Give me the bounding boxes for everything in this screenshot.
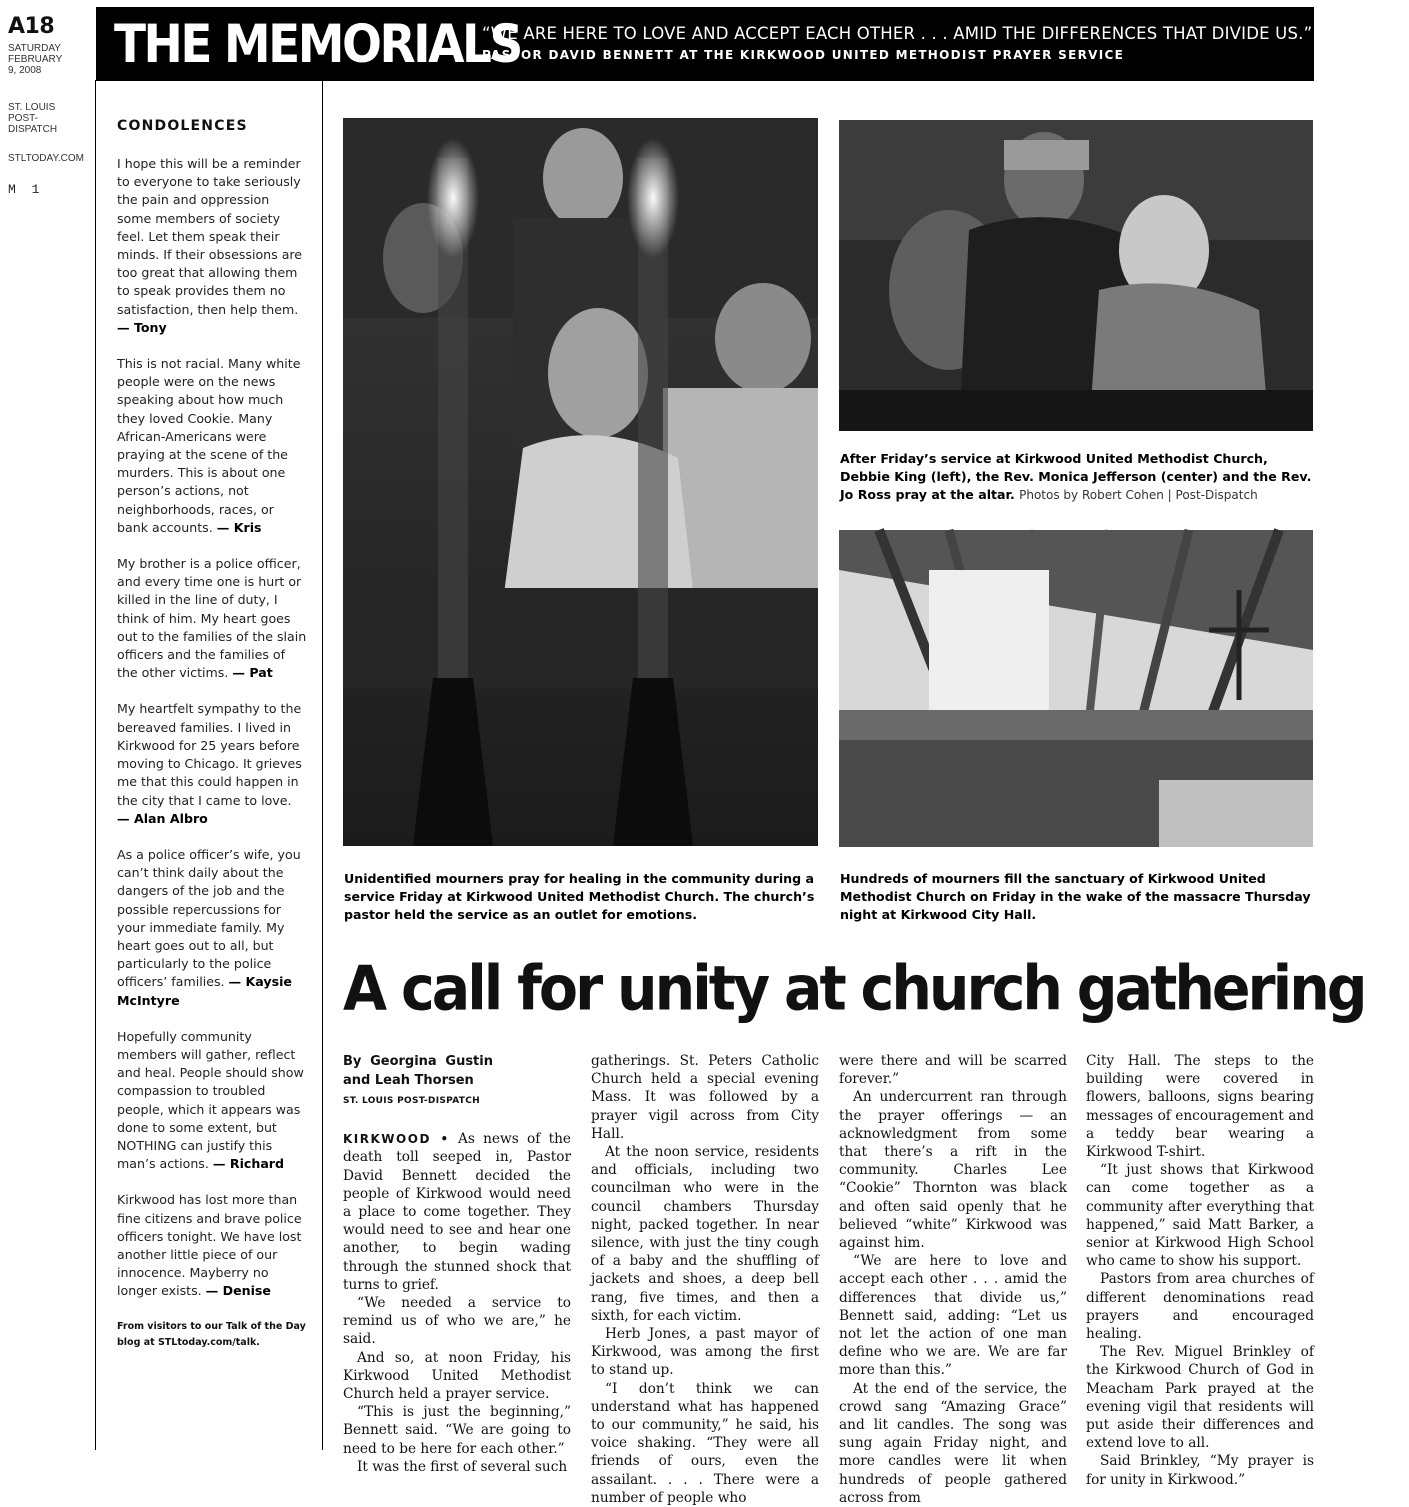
- photo-mourners-praying: [343, 118, 818, 846]
- photo-sanctuary: [839, 530, 1313, 847]
- article-paragraph: At the end of the service, the crowd sang “Amazing Grace” and lit candles. The song was sung again Friday night, and more candles were lit when hundreds of people gathered across from: [839, 1380, 1067, 1506]
- banner-attribution: PASTOR DAVID BENNETT AT THE KIRKWOOD UNITED METHODIST PRAYER SERVICE: [482, 47, 1125, 62]
- lead-text: As news of the death toll seeped in, Pastor David Bennett decided the people of Kirkwood would need a place to come together. They would need to see and hear one another, to begin wading through the stunned shock that turns to grief.: [343, 1131, 572, 1293]
- article-headline: A call for unity at church gathering: [343, 953, 1365, 1025]
- banner-quote-block: [480, 24, 1314, 65]
- lead-paragraph: [343, 1130, 571, 1294]
- photo-credit: Photos by Robert Cohen | Post-Dispatch: [1019, 488, 1258, 503]
- article-paragraph: It was the first of several such: [357, 1458, 568, 1475]
- article-byline: By Georgina Gustin and Leah Thorsen: [343, 1054, 493, 1088]
- folio-date: FEBRUARY 9, 2008: [8, 54, 63, 76]
- article-column-3: [839, 1052, 1067, 1507]
- condolences-list: [117, 155, 307, 1301]
- article-paragraph: City Hall. The steps to the building were covered in flowers, balloons, signs bearing messages of encouragement and a teddy bear wearing a Kirkwood T-shirt.: [1086, 1053, 1314, 1161]
- condolence-entry: [117, 355, 307, 537]
- folio-edition: M 1: [8, 182, 44, 197]
- condolence-signature: — Denise: [205, 1283, 271, 1299]
- page-folio: [8, 14, 90, 197]
- article-paragraph: were there and will be scarred forever.”: [839, 1053, 1067, 1088]
- article-column-4: [1086, 1052, 1314, 1489]
- article-paragraph: “It just shows that Kirkwood can come together as a community after everything that happened,” said Matt Barker, a senior at Kirkwood High School who came to show his support.: [1086, 1162, 1314, 1270]
- article-dateline: KIRKWOOD •: [343, 1132, 450, 1147]
- article-paragraph: “This is just the beginning,” Bennett said. “We are going to need to be here for each other.”: [343, 1404, 571, 1457]
- condolence-entry: [117, 555, 307, 682]
- condolence-signature: — Alan Albro: [117, 810, 208, 826]
- rule-left: [95, 80, 96, 1450]
- section-title: THE MEMORIALS: [114, 13, 521, 75]
- article-column-1: [343, 1052, 571, 1476]
- article-paragraph: Herb Jones, a past mayor of Kirkwood, was among the first to stand up.: [591, 1326, 819, 1379]
- article-paragraph: The Rev. Miguel Brinkley of the Kirkwood Church of God in Meacham Park prayed at the evening vigil that residents will put aside their differences and extend love to all.: [1086, 1344, 1314, 1452]
- article-column-2: [591, 1052, 819, 1507]
- article-paragraph: And so, at noon Friday, his Kirkwood United Methodist Church held a prayer service.: [343, 1349, 571, 1403]
- condolence-entry: [117, 155, 307, 337]
- page-number: A18: [8, 14, 55, 39]
- banner-quote: “WE ARE HERE TO LOVE AND ACCEPT EACH OTHER . . . AMID THE DIFFERENCES THAT DIVIDE US.”: [482, 23, 1313, 43]
- article-paragraph: At the noon service, residents and officials, including two councilman who were in the council chambers Thursday night, packed together. In near silence, with just the tiny cough of a baby and the shuffling of jackets and shoes, a deep bell rang, five times, and then a sixth, for each victim.: [591, 1144, 819, 1324]
- article-paragraph: gatherings. St. Peters Catholic Church held a special evening Mass. It was followed by a prayer vigil across from City Hall.: [591, 1053, 819, 1142]
- condolence-signature: — Richard: [212, 1156, 285, 1172]
- condolences-heading: CONDOLENCES: [117, 118, 248, 134]
- condolence-signature: — Kris: [216, 519, 262, 535]
- condolence-text: I hope this will be a reminder to everyone to take seriously the pain and oppression some members of society feel. Let them speak their minds. If their obsessions are too great that allowing them to speak provides them no satisfaction, then help them.: [117, 156, 303, 317]
- section-banner: [96, 7, 1314, 81]
- condolence-text: Hopefully community members will gather, reflect and heal. People should show compassion to troubled people, which it appears was done to some extent, but NOTHING can justify this man’s actions.: [117, 1028, 304, 1172]
- article-paragraph: An undercurrent ran through the prayer offerings — an acknowledgment from some that there’s a rift in the community. Charles Lee “Cookie” Thornton was black and often said openly that he believed “white” Kirkwood was against him.: [839, 1089, 1067, 1252]
- altar-caption-block: [840, 450, 1314, 505]
- main-photo-caption: Unidentified mourners pray for healing in the community during a service Friday at Kirkwood United Methodist Church. The church’s pastor held the service as an outlet for emotions.: [344, 871, 815, 923]
- rule-middle: [322, 80, 323, 1450]
- sanctuary-caption: Hundreds of mourners fill the sanctuary of Kirkwood United Methodist Church on Friday in the wake of the massacre Thursday night at Kirkwood City Hall.: [840, 871, 1311, 923]
- condolence-signature: — Pat: [232, 665, 273, 681]
- condolence-entry: [117, 846, 307, 1010]
- article-paragraph: “I don’t think we can understand what has happened to our community,” he said, his voice shaking. “They were all friends of ours, even the assailant. . . . There were a number of people who: [591, 1380, 819, 1506]
- condolence-signature: — Tony: [117, 319, 167, 335]
- article-paragraph: Said Brinkley, “My prayer is for unity in Kirkwood.”: [1086, 1453, 1314, 1488]
- folio-day: SATURDAY: [8, 43, 61, 54]
- condolences-sidebar: [117, 118, 307, 1351]
- condolence-text: This is not racial. Many white people were on the news speaking about how much they loved Cookie. Many African-Americans were praying at the scene of the murders. This is about one person’s actions, not neighborhoods, races, or bank accounts.: [117, 356, 301, 535]
- condolence-text: Kirkwood has lost more than fine citizens and brave police officers tonight. We have lost another little piece of our innocence. Mayberry no longer exists.: [117, 1192, 302, 1299]
- condolence-entry: [117, 1191, 307, 1300]
- article-paragraph: “We are here to love and accept each other . . . amid the differences that divide us,” Bennett said, adding: “Let us not let the action of one man define who we are. We are far more than this.”: [839, 1253, 1067, 1379]
- photo-altar-prayer: [839, 120, 1313, 431]
- article-paragraph: Pastors from area churches of different denominations read prayers and encouraged healing.: [1086, 1271, 1314, 1343]
- condolences-footer: From visitors to our Talk of the Day blog at STLtoday.com/talk.: [117, 1320, 306, 1348]
- article-publication: ST. LOUIS POST-DISPATCH: [343, 1096, 480, 1106]
- folio-site: STLTODAY.COM: [8, 153, 84, 164]
- condolence-text: My brother is a police officer, and every time one is hurt or killed in the line of duty, I think of him. My heart goes out to the families of the slain officers and the families of the other victims.: [117, 556, 307, 681]
- column-1-body: [343, 1294, 571, 1476]
- condolence-entry: [117, 700, 307, 827]
- article-paragraph: “We needed a service to remind us of who we are,” he said.: [343, 1295, 571, 1348]
- condolence-signature: — Kaysie McIntyre: [117, 974, 292, 1008]
- folio-paper: ST. LOUIS POST-DISPATCH: [8, 102, 58, 135]
- condolence-text: As a police officer’s wife, you can’t think daily about the dangers of the job and the possible repercussions for your immediate family. My heart goes out to all, but particularly to the police officers’ families.: [117, 846, 301, 990]
- condolence-text: My heartfelt sympathy to the bereaved families. I lived in Kirkwood for 25 years before moving to Chicago. It grieves me that this could happen in the city that I came to love.: [117, 701, 302, 808]
- condolence-entry: [117, 1028, 307, 1174]
- altar-caption: After Friday’s service at Kirkwood United Methodist Church, Debbie King (left), the Rev. Monica Jefferson (center) and the Rev. Jo Ross pray at the altar.: [840, 451, 1312, 503]
